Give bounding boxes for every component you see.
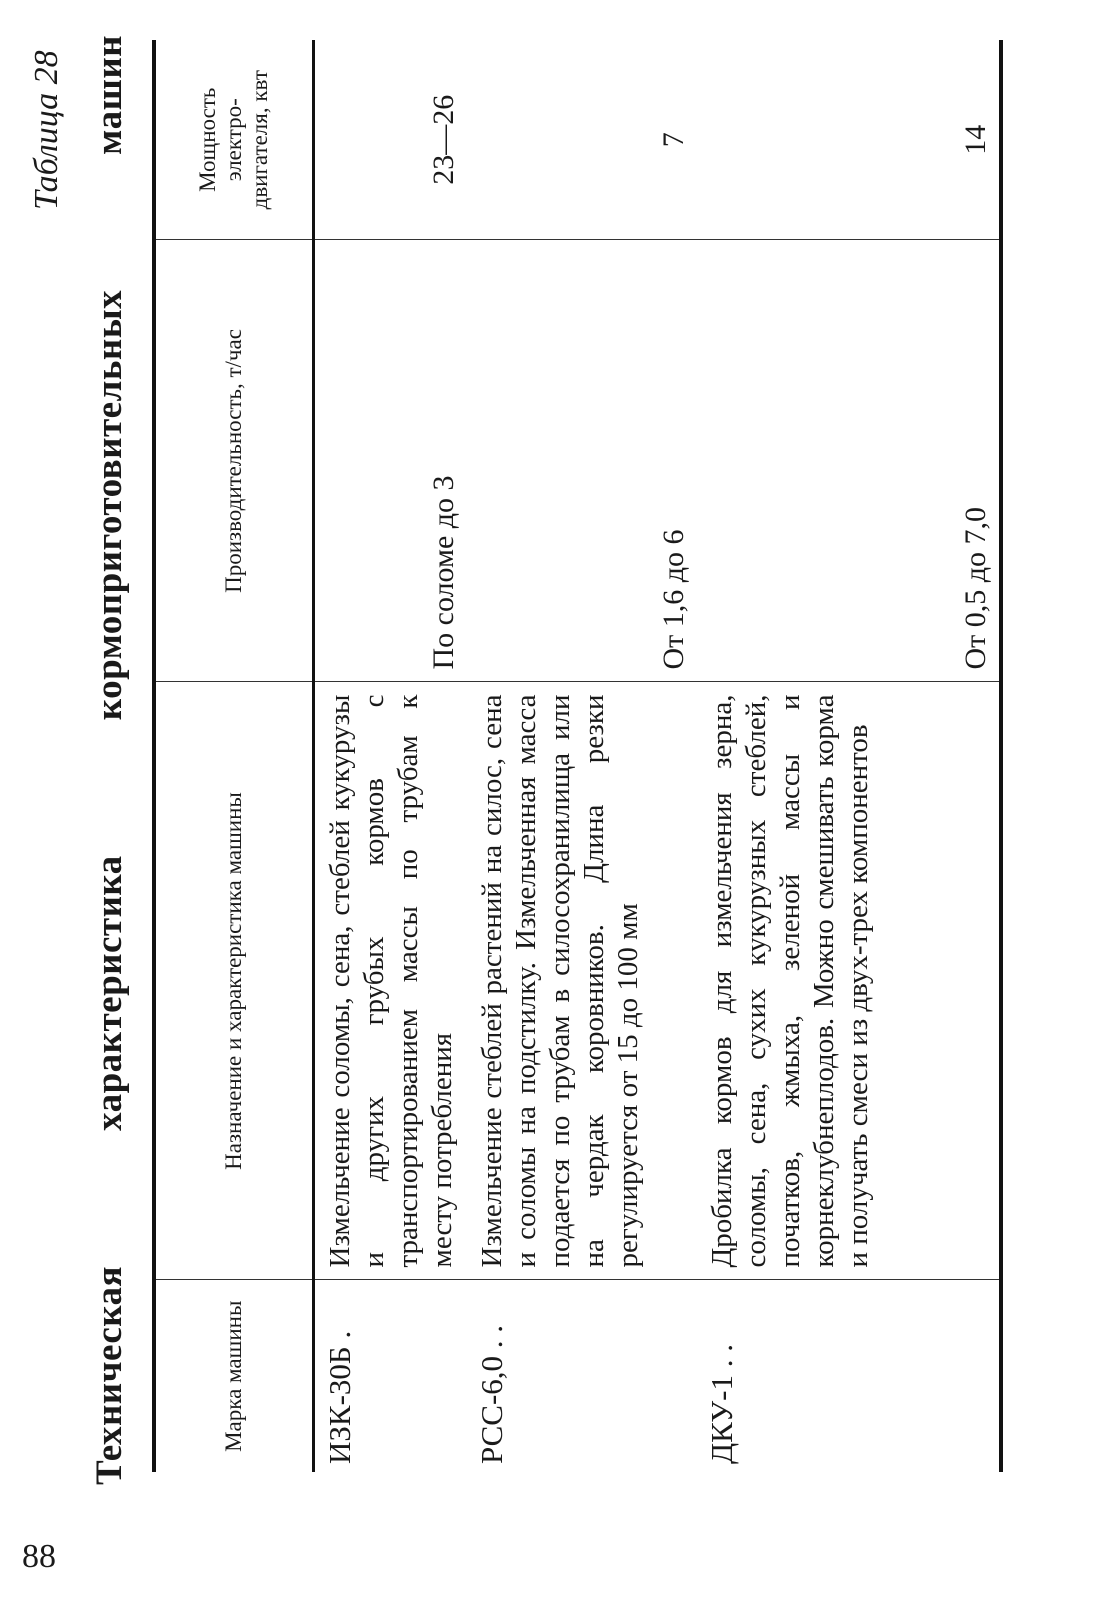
cell-model: ДКУ-1 . . bbox=[704, 1344, 739, 1464]
column-header-productivity: Производительность, т/час bbox=[154, 240, 314, 682]
column-header-description: Назначение и характеристика машины bbox=[154, 682, 314, 1280]
table-title-word: Техническая bbox=[89, 1265, 130, 1485]
cell-power: 23—26 bbox=[314, 40, 468, 240]
table-title-word: характеристика bbox=[89, 855, 130, 1131]
cell-power: 14 bbox=[697, 40, 1001, 240]
cell-productivity: От 1,6 до 6 bbox=[467, 240, 697, 682]
table-title-word: кормоприготовительных bbox=[89, 289, 130, 721]
table-number: Таблица 28 bbox=[28, 50, 65, 210]
table-row bbox=[467, 40, 697, 1472]
cell-model: РСС-6,0 . . bbox=[474, 1324, 509, 1464]
cell-power: 7 bbox=[467, 40, 697, 240]
cell-productivity: От 0,5 до 7,0 bbox=[697, 240, 1001, 682]
table-title-word: машин bbox=[89, 35, 130, 155]
cell-description: Измельчение соломы, сена, стеблей кукурузы и других грубых кормов с транспортированием массы по трубам к месту потребления bbox=[314, 682, 468, 1280]
cell-model: ИЗК-30Б . bbox=[322, 1330, 357, 1464]
table-header-row bbox=[154, 40, 314, 1472]
table-row bbox=[314, 40, 468, 1472]
cell-description: Дробилка кормов для измельчения зерна, соломы, сена, сухих кукурузных стеблей, початков, жмыха, зеленой массы и корнеклубнеплодов. Можно смешивать корма и получать смеси из двух-трех компонентов bbox=[697, 682, 1001, 1280]
column-header-power: Мощность электро- двигателя, квт bbox=[154, 40, 314, 240]
data-table bbox=[152, 40, 1003, 1472]
page-number: 88 bbox=[22, 1538, 56, 1575]
cell-productivity: По соломе до 3 bbox=[314, 240, 468, 682]
table-row bbox=[697, 40, 1001, 1472]
table-title bbox=[88, 35, 131, 1485]
column-header-model: Марка машины bbox=[221, 1300, 247, 1452]
cell-description: Измельчение стеблей растений на силос, сена и соломы на подстилку. Измельченная масса подается по трубам в силосохранилища или на чердак коровников. Длина резки регулируется от 15 до 100 мм bbox=[467, 682, 697, 1280]
